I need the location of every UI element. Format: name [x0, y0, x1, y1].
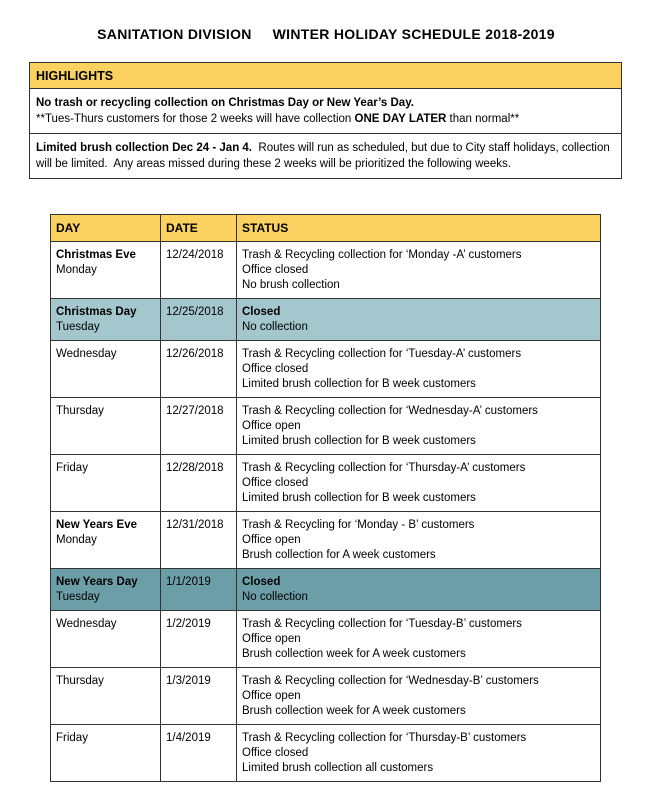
table-row — [51, 668, 601, 725]
schedule-table — [50, 214, 601, 782]
weekday-name: Friday — [56, 462, 88, 474]
weekday-name: Wednesday — [56, 618, 117, 630]
one-day-later-emphasis: ONE DAY LATER — [354, 113, 447, 125]
status-line: Brush collection week for A week customers — [242, 648, 466, 660]
day-cell — [51, 299, 161, 341]
table-row — [51, 455, 601, 512]
brush-note-bold: Limited brush collection Dec 24 - Jan 4. — [36, 142, 253, 154]
status-line: Office closed — [242, 747, 309, 759]
highlights-collection-note — [30, 89, 621, 133]
status-line: Brush collection week for A week customers — [242, 705, 466, 717]
date-cell: 1/3/2019 — [161, 668, 237, 725]
weekday-name: Thursday — [56, 405, 104, 417]
day-cell — [51, 398, 161, 455]
status-line: Trash & Recycling for ‘Monday - B’ customers — [242, 519, 475, 531]
brush-note-text: Routes will run as scheduled, but due to City staff holidays, collection will be limited. Any areas missed during these 2 weeks will be prioritized the following weeks. — [36, 142, 613, 170]
table-row — [51, 398, 601, 455]
weekday-name: Tuesday — [56, 591, 100, 603]
table-row — [51, 569, 601, 611]
status-line: Office closed — [242, 363, 309, 375]
schedule-body — [51, 242, 601, 782]
status-line: Trash & Recycling collection for ‘Wednesday-A’ customers — [242, 405, 538, 417]
status-line: Limited brush collection for B week customers — [242, 492, 476, 504]
status-cell — [237, 668, 601, 725]
weekday-name: Friday — [56, 732, 88, 744]
status-cell — [237, 299, 601, 341]
status-line: Office closed — [242, 477, 309, 489]
status-cell — [237, 242, 601, 299]
table-header-row — [51, 215, 601, 242]
date-cell: 1/2/2019 — [161, 611, 237, 668]
table-row — [51, 242, 601, 299]
table-row — [51, 725, 601, 782]
status-line: Trash & Recycling collection for ‘Thursday-B’ customers — [242, 732, 527, 744]
day-cell — [51, 569, 161, 611]
status-cell — [237, 569, 601, 611]
status-cell — [237, 611, 601, 668]
date-cell: 12/25/2018 — [161, 299, 237, 341]
holiday-name: New Years Eve — [56, 519, 137, 531]
column-header-status: STATUS — [237, 215, 601, 242]
status-line: Office open — [242, 633, 301, 645]
highlights-brush-note — [30, 133, 621, 178]
table-row — [51, 341, 601, 398]
weekday-name: Monday — [56, 264, 97, 276]
status-cell — [237, 341, 601, 398]
table-row — [51, 611, 601, 668]
weekday-name: Tuesday — [56, 321, 100, 333]
status-line: Closed — [242, 576, 281, 588]
status-line: Office closed — [242, 264, 309, 276]
weekday-name: Thursday — [56, 675, 104, 687]
status-line: Trash & Recycling collection for ‘Monday -A’ customers — [242, 249, 522, 261]
division-title: SANITATION DIVISION — [97, 26, 252, 42]
no-collection-line: No trash or recycling collection on Christmas Day or New Year’s Day. — [36, 97, 414, 109]
day-cell — [51, 512, 161, 569]
status-line: Trash & Recycling collection for ‘Wednesday-B’ customers — [242, 675, 539, 687]
weekday-name: Wednesday — [56, 348, 117, 360]
holiday-name: Christmas Day — [56, 306, 137, 318]
status-line: Brush collection for A week customers — [242, 549, 436, 561]
highlights-box — [29, 62, 622, 179]
schedule-title: WINTER HOLIDAY SCHEDULE 2018-2019 — [272, 26, 555, 42]
status-line: Trash & Recycling collection for ‘Tuesday-B’ customers — [242, 618, 522, 630]
column-header-date: DATE — [161, 215, 237, 242]
holiday-name: New Years Day — [56, 576, 138, 588]
status-line: Office open — [242, 534, 301, 546]
one-day-later-line — [36, 111, 615, 127]
day-cell — [51, 455, 161, 512]
day-cell — [51, 668, 161, 725]
status-line: Trash & Recycling collection for ‘Tuesday-A’ customers — [242, 348, 522, 360]
highlights-header: HIGHLIGHTS — [30, 63, 621, 89]
date-cell: 1/1/2019 — [161, 569, 237, 611]
status-line: Office open — [242, 420, 301, 432]
status-line: Limited brush collection for B week customers — [242, 378, 476, 390]
day-cell — [51, 341, 161, 398]
status-line: Office open — [242, 690, 301, 702]
weekday-name: Monday — [56, 534, 97, 546]
column-header-day: DAY — [51, 215, 161, 242]
date-cell: 12/24/2018 — [161, 242, 237, 299]
table-row — [51, 512, 601, 569]
status-line: Closed — [242, 306, 281, 318]
status-cell — [237, 455, 601, 512]
status-line: No collection — [242, 321, 308, 333]
status-cell — [237, 725, 601, 782]
one-day-later-prefix: **Tues-Thurs customers for those 2 weeks will have collection — [36, 113, 355, 125]
date-cell: 12/26/2018 — [161, 341, 237, 398]
date-cell: 1/4/2019 — [161, 725, 237, 782]
status-cell — [237, 398, 601, 455]
page-title — [0, 26, 652, 42]
status-line: No brush collection — [242, 279, 340, 291]
date-cell: 12/27/2018 — [161, 398, 237, 455]
day-cell — [51, 242, 161, 299]
date-cell: 12/31/2018 — [161, 512, 237, 569]
status-line: No collection — [242, 591, 308, 603]
holiday-name: Christmas Eve — [56, 249, 136, 261]
status-line: Limited brush collection all customers — [242, 762, 434, 774]
day-cell — [51, 725, 161, 782]
one-day-later-suffix: than normal** — [446, 113, 520, 125]
table-row — [51, 299, 601, 341]
status-line: Limited brush collection for B week customers — [242, 435, 476, 447]
status-cell — [237, 512, 601, 569]
day-cell — [51, 611, 161, 668]
status-line: Trash & Recycling collection for ‘Thursday-A’ customers — [242, 462, 526, 474]
date-cell: 12/28/2018 — [161, 455, 237, 512]
